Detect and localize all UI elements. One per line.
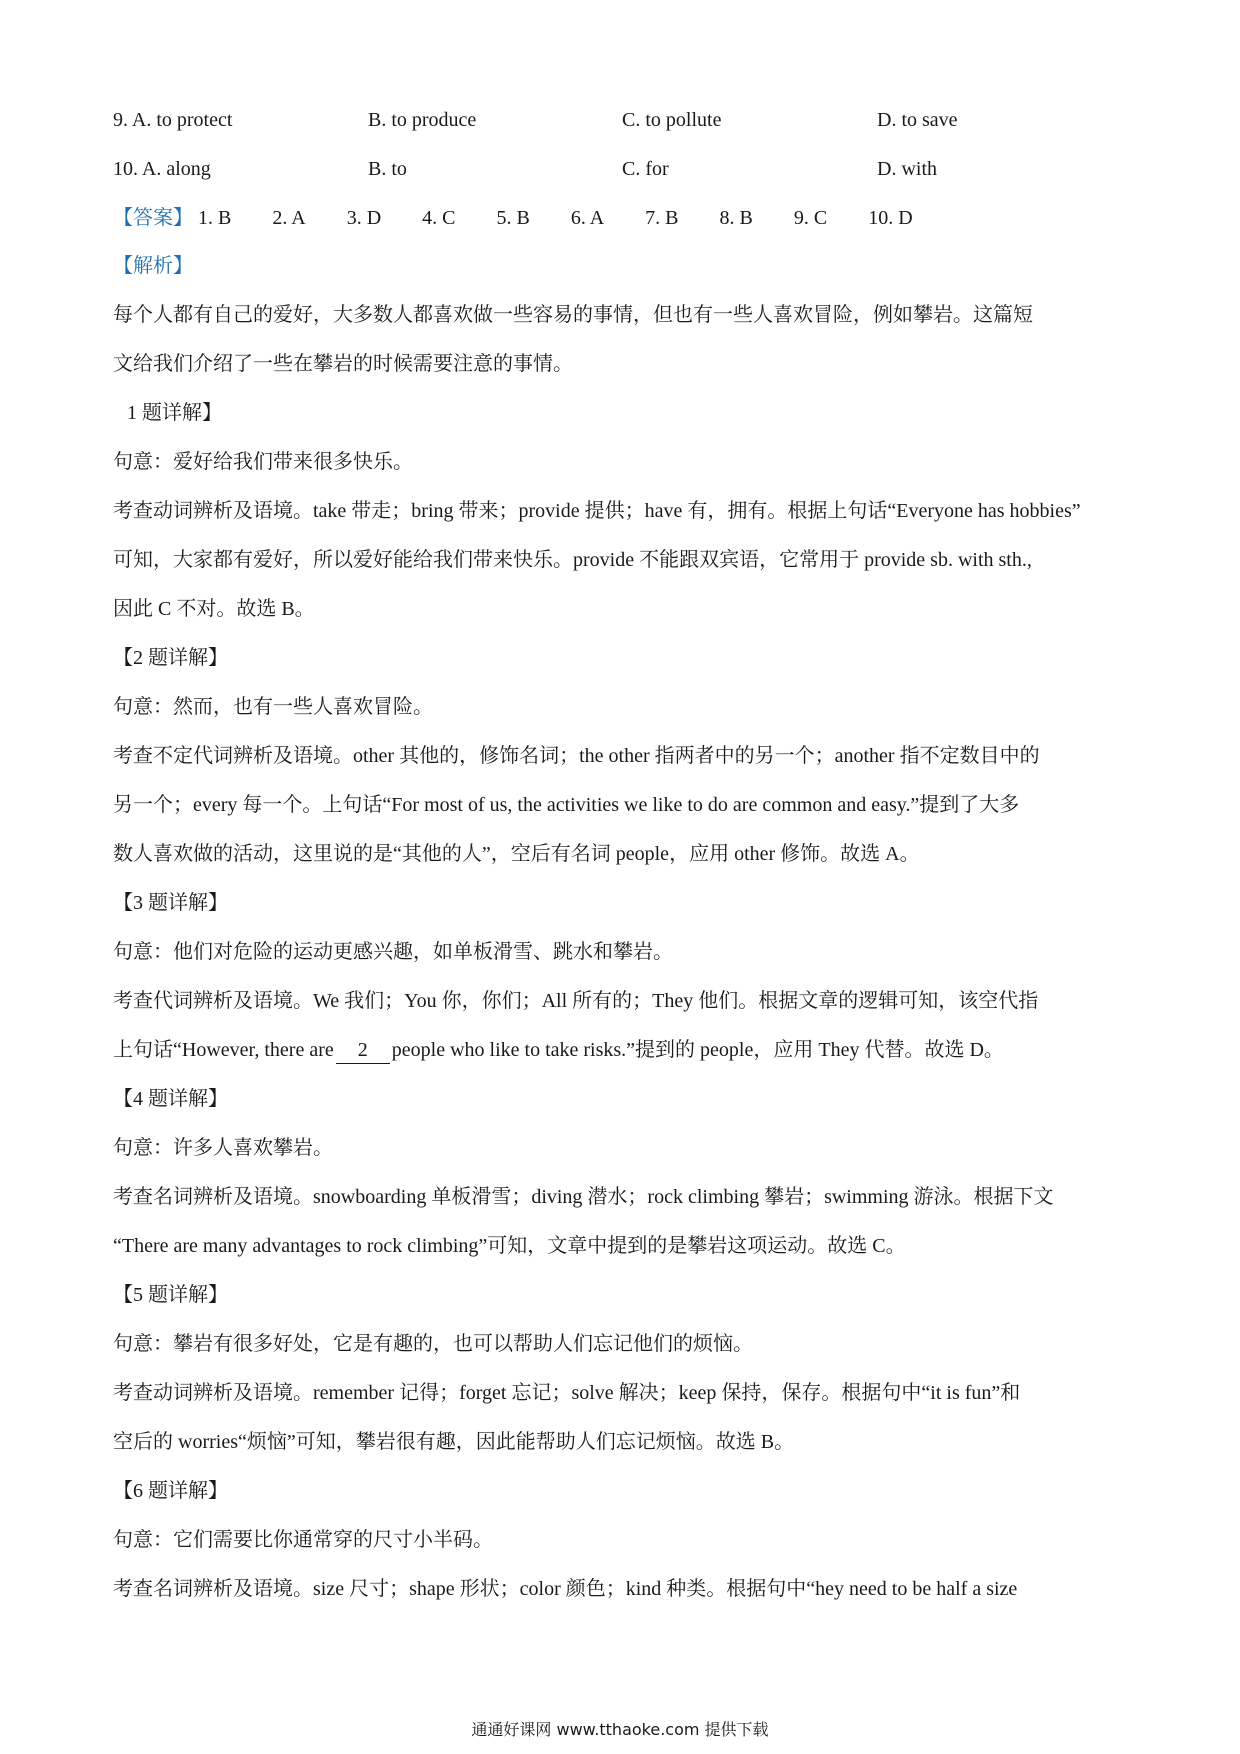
q3-heading: 【3 题详解】 (113, 892, 228, 914)
q2-explanation-line: 考查不定代词辨析及语境。other 其他的，修饰名词；the other 指两者中的另一个；another 指不定数目中的 (113, 745, 1040, 767)
q6-heading: 【6 题详解】 (113, 1480, 228, 1502)
q5-heading: 【5 题详解】 (113, 1284, 228, 1306)
q2-heading: 【2 题详解】 (113, 647, 228, 669)
q4-explanation-line: “There are many advantages to rock climbing”可知，文章中提到的是攀岩这项运动。故选 C。 (113, 1235, 906, 1257)
q3-line2-pre: 上句话“However, there are (113, 1039, 334, 1061)
q9-option-b: B. to produce (368, 109, 477, 131)
answer-tag: 【答案】 (113, 207, 193, 229)
analysis-heading: 【解析】 (113, 255, 193, 277)
q9-option-d: D. to save (877, 109, 958, 131)
q6-meaning: 句意：它们需要比你通常穿的尺寸小半码。 (113, 1529, 493, 1551)
q2-meaning: 句意：然而，也有一些人喜欢冒险。 (113, 696, 433, 718)
answer-item: 1. B (198, 207, 232, 229)
q5-explanation-line: 考查动词辨析及语境。remember 记得；forget 忘记；solve 解决；keep 保持，保存。根据句中“it is fun”和 (113, 1382, 1021, 1404)
answer-item: 7. B (645, 207, 679, 229)
q3-meaning: 句意：他们对危险的运动更感兴趣，如单板滑雪、跳水和攀岩。 (113, 941, 673, 963)
q1-explanation-line: 考查动词辨析及语境。take 带走；bring 带来；provide 提供；have 有，拥有。根据上句话“Everyone has hobbies” (113, 500, 1081, 522)
answer-key (113, 205, 949, 231)
q2-explanation-line: 数人喜欢做的活动，这里说的是“其他的人”，空后有名词 people，应用 other 修饰。故选 A。 (113, 843, 920, 865)
q10-option-c: C. for (622, 158, 669, 180)
q3-explanation-line: 考查代词辨析及语境。We 我们；You 你，你们；All 所有的；They 他们。根据文章的逻辑可知，该空代指 (113, 990, 1039, 1012)
q9-option-c: C. to pollute (622, 109, 722, 131)
answer-item: 5. B (496, 207, 530, 229)
q10-option-b: B. to (368, 158, 407, 180)
q4-explanation-line: 考查名词辨析及语境。snowboarding 单板滑雪；diving 潜水；rock climbing 攀岩；swimming 游泳。根据下文 (113, 1186, 1054, 1208)
q2-explanation-line: 另一个；every 每一个。上句话“For most of us, the activities we like to do are common and easy.”提到了大多 (113, 794, 1020, 816)
q5-meaning: 句意：攀岩有很多好处，它是有趣的，也可以帮助人们忘记他们的烦恼。 (113, 1333, 753, 1355)
answer-item: 4. C (422, 207, 456, 229)
q3-explanation-line (113, 1037, 1004, 1064)
q1-heading: 1 题详解】 (127, 402, 222, 424)
answer-item: 8. B (719, 207, 753, 229)
answer-item: 10. D (868, 207, 913, 229)
summary-line: 每个人都有自己的爱好，大多数人都喜欢做一些容易的事情，但也有一些人喜欢冒险，例如攀岩。这篇短 (113, 304, 1033, 326)
answer-item: 3. D (346, 207, 382, 229)
q9-option-a: 9. A. to protect (113, 109, 233, 131)
q1-explanation-line: 可知，大家都有爱好，所以爱好能给我们带来快乐。provide 不能跟双宾语，它常用于 provide sb. with sth., (113, 549, 1032, 571)
q5-explanation-line: 空后的 worries“烦恼”可知，攀岩很有趣，因此能帮助人们忘记烦恼。故选 B。 (113, 1431, 795, 1453)
q1-explanation-line: 因此 C 不对。故选 B。 (113, 598, 315, 620)
q4-meaning: 句意：许多人喜欢攀岩。 (113, 1137, 333, 1159)
page-footer: 通通好课网 www.tthaoke.com 提供下载 (471, 1720, 769, 1739)
q10-option-d: D. with (877, 158, 937, 180)
q1-meaning: 句意：爱好给我们带来很多快乐。 (113, 451, 413, 473)
q3-blank: 2 (336, 1037, 390, 1064)
q10-option-a: 10. A. along (113, 158, 211, 180)
q3-line2-post: people who like to take risks.”提到的 people，应用 They 代替。故选 D。 (391, 1039, 1004, 1061)
answer-item: 6. A (570, 207, 605, 229)
answer-item: 9. C (793, 207, 828, 229)
q4-heading: 【4 题详解】 (113, 1088, 228, 1110)
answer-item: 2. A (272, 207, 306, 229)
q6-explanation-line: 考查名词辨析及语境。size 尺寸；shape 形状；color 颜色；kind 种类。根据句中“hey need to be half a size (113, 1578, 1018, 1600)
summary-line: 文给我们介绍了一些在攀岩的时候需要注意的事情。 (113, 353, 573, 375)
